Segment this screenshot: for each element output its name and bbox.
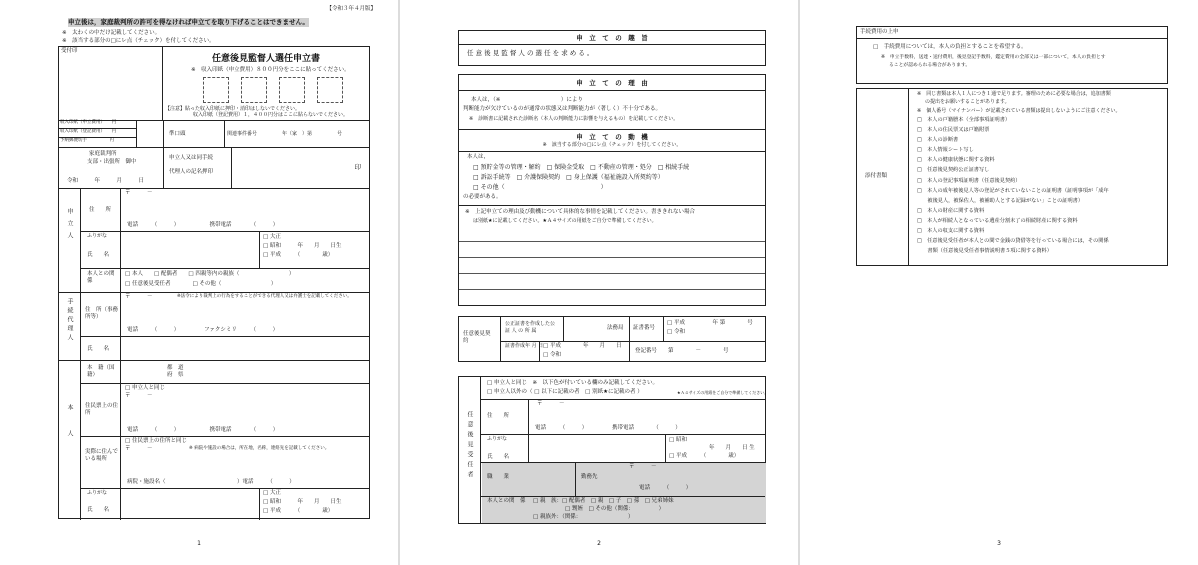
seal-mark: 印	[354, 163, 361, 171]
purpose-text: 任 意 後 見 監 督 人 の 選 任 を 求 め る 。	[467, 49, 594, 57]
applicant-era-heisei: □ 平成 （ 歳）	[263, 252, 334, 258]
trustee-same-as-applicant[interactable]: □ 申立人と同じ ※ 以下色が付いている欄のみ記載してください。	[487, 380, 659, 386]
principal-furigana-label: ふりがな	[87, 490, 108, 496]
motive-intro: 本人は，	[467, 154, 490, 160]
resident-address-label: 住民票上の住所	[85, 403, 119, 417]
hospital-note: ※ 病院や施設の場合は，所在地，名称，連絡先を記載してください。	[189, 446, 330, 451]
cert-date-heisei: □ 平成 年 月 日	[543, 343, 622, 349]
reason-box	[458, 74, 766, 306]
agent-section-label: 手続代理人	[59, 292, 81, 360]
trustee-tel: 電話 （ ） 携帯電話 （ ）	[535, 425, 681, 431]
cert-date-reiwa: □ 令和	[543, 352, 561, 358]
attachments-box	[856, 88, 1168, 266]
principal-name-label: 氏 名	[87, 507, 110, 513]
applicant-era-showa: □ 昭和 年 月 日生	[263, 243, 342, 249]
stamp-box	[279, 77, 305, 103]
legal-affairs-bureau: 法務局	[607, 325, 624, 331]
attachments-label: 添付書類	[865, 173, 888, 179]
fee-row: 予納郵便切手 円	[60, 138, 114, 143]
attachment-item[interactable]: □ 本人の収支に関する資料	[917, 228, 985, 235]
cert-number-label: 証書番号	[633, 325, 656, 331]
trustee-birthdate: 年 月 日 生	[709, 445, 755, 451]
cert-date-label: 証書作成年 月 日	[505, 343, 544, 349]
motive-option-2[interactable]: □ 訴訟手続等 □ 介護保険契約 □ 身上保護（福祉施設入所契約等）	[473, 174, 664, 181]
attachment-item[interactable]: □ 本人の成年被後見人等の登記がされていないことの証明書（証明事項が「成年	[917, 187, 1109, 194]
reason-title: 申 立 て の 理 由	[459, 75, 765, 91]
applicant-postal: 〒 －	[125, 190, 153, 196]
attachment-item[interactable]: □ 本人の健康状態に関する資料	[917, 157, 995, 164]
agent-name-label: 氏 名	[87, 346, 110, 352]
stamp-area	[163, 47, 369, 120]
payment-note-1: 【注意】貼った収入印紙に押印・消印はしないでください。	[165, 106, 301, 112]
trustee-relation-2: □ 甥姪 □ その他（関係： ）	[565, 506, 665, 512]
attachment-item[interactable]: □ 本人の住民票又は戸籍附票	[917, 127, 990, 134]
trustee-era-heisei: □ 平成 （ 歳）	[669, 453, 740, 459]
fee-request-box	[856, 26, 1168, 84]
contract-label: 任意後見契 約	[463, 331, 497, 345]
applicant-sign-2: 代理人の記名押印	[169, 169, 214, 175]
detail-note-1: ※ 上記申立ての理由及び動機について具体的な事情を記載してください。書ききれない場合	[465, 209, 696, 215]
reason-text-1: 本人は，（※ ）により	[471, 97, 583, 103]
fee-request-option[interactable]: □ 手続費用については，本人の負担とすることを希望する。	[873, 44, 1027, 50]
domicile-prefecture: 都 道 府 県	[167, 365, 195, 379]
page-number: 2	[597, 540, 601, 547]
attachment-item[interactable]: □ 本人が相続人となっている遺産分割未了の相続財産に関する資料	[917, 217, 1078, 224]
attachment-item[interactable]: □ 本人の戸籍謄本（全部事項証明書）	[917, 117, 1011, 123]
principal-era-taisho: □ 大正	[263, 490, 281, 496]
attachment-item-cont: 書類（任意後見受任者事情説明書５項に関する資料）	[917, 248, 1052, 255]
attachment-item[interactable]: □ 本人の登記事項証明書（任意後見契約）	[917, 177, 1021, 184]
edition-label: 【令和３年４月版】	[326, 6, 376, 12]
fee-row: 収入印紙（登記費用） 円	[59, 129, 136, 138]
trustee-relation-label: 本人との関 係	[487, 498, 526, 504]
attach-note-1: ※ 同じ書類は本人１人につき１通で足ります。審理のために必要な場合は，追加書類	[917, 91, 1111, 97]
trustee-other-note: ★Ａ４サイズの用紙をご自分で準備してください。	[677, 390, 769, 395]
motive-title: 申 立 て の 動 機	[576, 133, 648, 141]
applicant-era-taisho: □ 大正	[263, 234, 281, 240]
trustee-relation-1: □ 親 族：□ 配偶者 □ 親 □ 子 □ 孫 □ 兄弟姉妹	[533, 498, 674, 504]
form-title: 任意後見監督人選任申立書	[211, 54, 320, 64]
domicile-label: 本 籍（国 籍）	[87, 365, 121, 379]
principal-postal: 〒 －	[125, 393, 153, 399]
court-name: 家庭裁判所	[89, 151, 117, 157]
page-number: 1	[197, 540, 201, 547]
applicant-sign-1: 申立人又は同手続	[169, 155, 214, 161]
attachment-item-cont: 被後見人，被保佐人，被補助人とする記録がない」ことの証明書）	[917, 197, 1084, 204]
motive-option-1[interactable]: □ 預貯金等の管理・解約 □ 保険金受取 □ 不動産の管理・処分 □ 相続手続	[473, 164, 690, 171]
reason-text-2: 判断能力が欠けているのが通常の状態又は判断能力が（著しく）不十分である。	[463, 106, 662, 112]
principal-era-showa: □ 昭和 年 月 日生	[263, 499, 342, 505]
fee-request-note-2: ることが認められる場合があります。	[889, 63, 971, 68]
same-as-resident: □ 住民票上の住所と同じ	[125, 438, 187, 444]
trustee-box	[458, 376, 769, 524]
stamp-box	[241, 77, 267, 103]
trustee-name-label: 氏 名	[487, 454, 510, 460]
registration-number: 登記番号 第 － 号	[635, 348, 729, 354]
principal-section-label: 本人	[59, 360, 81, 520]
application-form	[58, 46, 370, 519]
applicant-relation-label: 本人との関 係	[87, 271, 121, 285]
motive-note: ※ 該当する部分の□にレ点（チェック）を付してください。	[542, 142, 682, 148]
prior-case: 準口頭	[169, 131, 186, 137]
fee-row: 収入印紙（申立費用） 円	[59, 120, 136, 129]
agent-tel: 電話 （ ） ファクシミリ （ ）	[127, 327, 279, 333]
actual-postal: 〒 －	[125, 446, 153, 452]
motive-option-3[interactable]: □ その他（ ）	[473, 184, 607, 191]
page-number: 3	[997, 540, 1001, 547]
applicant-relation-1: □ 本人 □ 配偶者 □ 四親等内の親族（ ）	[125, 271, 295, 277]
trustee-era-showa: □ 昭和	[669, 437, 687, 443]
withdrawal-warning: 申立後は，家庭裁判所の許可を得なければ申立てを取り下げることはできません。	[68, 18, 309, 26]
cert-era-reiwa: □ 令和	[667, 329, 685, 335]
reason-note: ※ 診断書に記載された診断名（本人の判断能力に影響を与えるもの）を記載してください。	[469, 116, 679, 122]
trustee-postal: 〒 －	[537, 401, 565, 407]
trustee-job-label: 職 業	[487, 474, 510, 480]
trustee-relation-3: □ 親族外：（関係： ）	[533, 514, 634, 520]
hospital-name: 病院・施設名（ ）電話 （ ）	[127, 479, 295, 485]
related-case-number: 関連事件番号 年（家 ）第 号	[227, 131, 343, 137]
notary-label: 公正証書を作成した公 証 人 の 所 属	[505, 321, 556, 334]
note-bold-frame: ※ 太わくの中だけ記載してください。	[62, 30, 161, 36]
attachment-item[interactable]: □ 任意後見契約公正証書写し	[917, 167, 990, 174]
page-1	[0, 0, 398, 565]
principal-era-heisei: □ 平成 （ 歳）	[263, 508, 334, 514]
trustee-work-postal: 〒 －	[629, 464, 657, 470]
page-2	[400, 0, 798, 565]
agent-address-label: 住 所（事務所等）	[85, 307, 119, 321]
principal-same-as-applicant: □ 申立人と同じ	[125, 385, 165, 391]
attach-note-3: ※ 個人番号（マイナンバー）が記載されている書類は提出しないようにご注意ください。	[917, 108, 1121, 114]
applicant-relation-2: □ 任意後見受任者 □ その他（ ）	[125, 281, 277, 287]
fee-table	[59, 120, 137, 147]
court-branch: 支部・出張所 御中	[87, 159, 137, 165]
applicant-section-label: 申立人	[59, 188, 81, 292]
actual-residence-label: 実際に住んでいる場所	[85, 449, 119, 463]
receipt-stamp-label: 受付印	[61, 48, 78, 54]
purpose-box	[458, 30, 766, 66]
receipt-stamp-area	[59, 47, 163, 120]
trustee-workplace-label: 勤務先	[581, 474, 598, 480]
agent-note: ※法令により裁判上の行為をすることができる代理人又は弁護士を記載してください。	[177, 294, 352, 299]
attachment-list	[917, 117, 1109, 258]
trustee-other[interactable]: □ 申立人以外の（ □ 以下に記載の者 □ 別紙★に記載の者 ）	[487, 389, 643, 395]
contract-box	[458, 316, 766, 362]
stamp-box	[203, 77, 229, 103]
trustee-address-label: 住 所	[487, 413, 510, 419]
applicant-address-label: 住 所	[89, 207, 112, 213]
purpose-title: 申 立 て の 趣 旨	[459, 31, 765, 45]
page-3	[800, 0, 1198, 565]
attachment-item[interactable]: □ 本人情報シート写し	[917, 147, 974, 154]
stamp-note: ※ 収入印紙（申立費用）８００円分をここに貼ってください。	[191, 67, 350, 73]
agent-postal: 〒 －	[125, 294, 153, 300]
note-checkbox: ※ 該当する部分の□にレ点（チェック）を付してください。	[62, 38, 215, 44]
trustee-furigana-label: ふりがな	[487, 436, 508, 442]
trustee-section-label: 任意後見受任者	[459, 377, 481, 523]
trustee-work-tel: 電話 （ ）	[639, 485, 692, 491]
stamp-box	[317, 77, 343, 103]
motive-end: の必要がある。	[463, 194, 502, 200]
fee-request-note-1: ※ 申立手数料，送達・送付費用，後見登記手数料，鑑定費用の全部又は一部について，本人の負担とす	[881, 55, 1106, 60]
fee-request-title: 手続費用の上申	[857, 27, 1167, 39]
attachment-item[interactable]: □ 本人の財産に関する資料	[917, 207, 985, 214]
payment-note-2: 収入印紙（登記費用）１，４００円分はここに貼らないでください。	[193, 112, 349, 118]
cert-era-heisei: □ 平成 年 第 号	[667, 320, 753, 326]
application-date: 令和 年 月 日	[67, 178, 145, 184]
applicant-tel: 電話 （ ） 携帯電話 （ ）	[127, 222, 279, 228]
detail-note-2: は別紙★に記載してください。★Ａ４サイズの用紙をご自分で準備してください。	[473, 218, 657, 224]
attachment-item[interactable]: □ 任意後見受任者が本人との間で金銭の貸借等を行っている場合には，その関係	[917, 238, 1109, 245]
attach-note-2: の提出をお願いすることがあります。	[925, 99, 1010, 105]
principal-tel: 電話 （ ） 携帯電話 （ ）	[127, 427, 279, 433]
applicant-name-label: 氏 名	[87, 252, 110, 258]
applicant-furigana-label: ふりがな	[87, 233, 108, 239]
attachment-item[interactable]: □ 本人の診断書	[917, 137, 959, 144]
